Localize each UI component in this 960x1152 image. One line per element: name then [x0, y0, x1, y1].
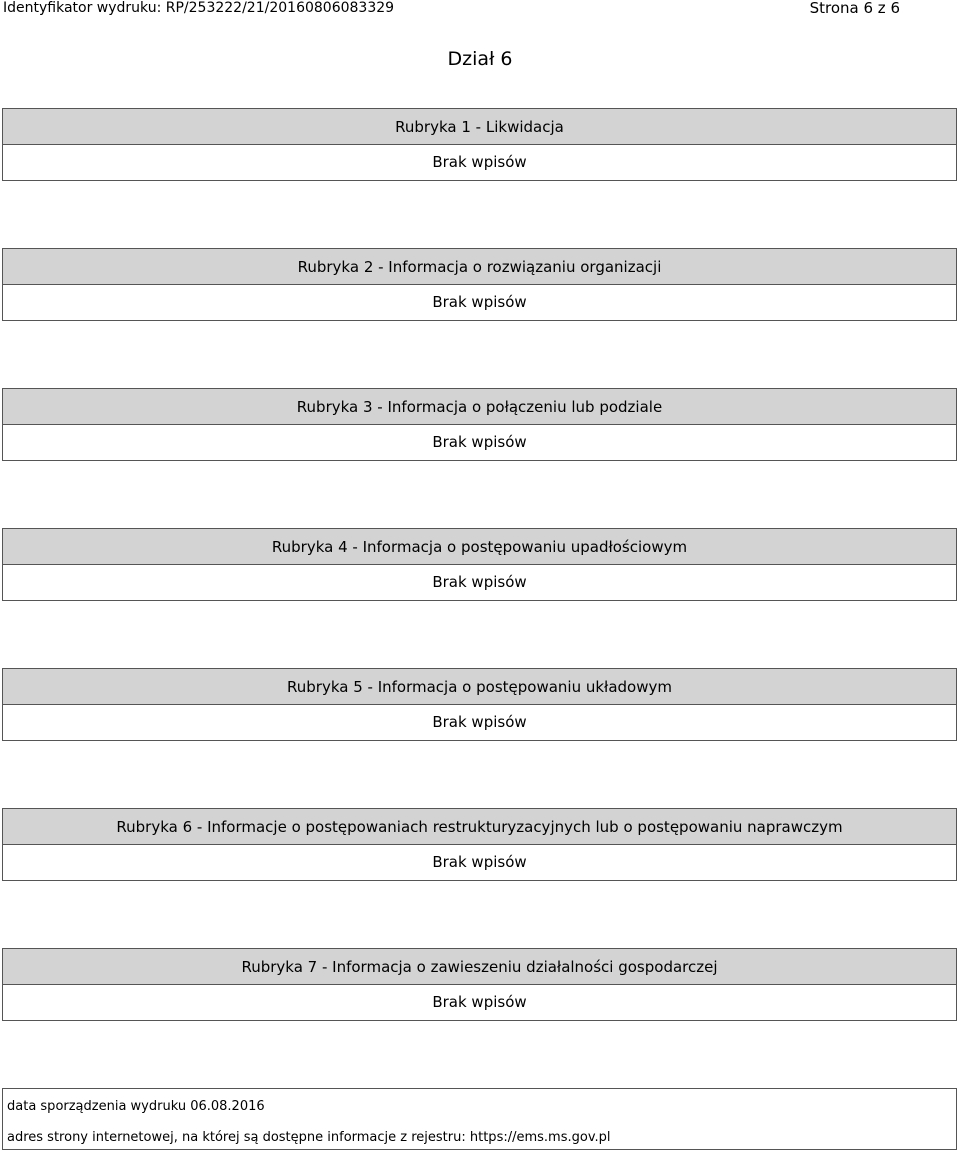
rubryka-content: Brak wpisów	[2, 284, 957, 321]
rubryka-4	[2, 528, 957, 600]
rubryka-header: Rubryka 7 - Informacja o zawieszeniu działalności gospodarczej	[2, 948, 957, 985]
rubryka-3	[2, 388, 957, 460]
rubryka-5	[2, 668, 957, 740]
rubryka-header: Rubryka 1 - Likwidacja	[2, 108, 957, 145]
section-title: Dział 6	[447, 48, 513, 70]
rubryka-header: Rubryka 5 - Informacja o postępowaniu układowym	[2, 668, 957, 705]
rubryka-header: Rubryka 4 - Informacja o postępowaniu upadłościowym	[2, 528, 957, 565]
rubryka-2	[2, 248, 957, 320]
registry-website: adres strony internetowej, na której są dostępne informacje z rejestru: https://ems.ms.gov.pl	[7, 1130, 611, 1145]
rubryka-content: Brak wpisów	[2, 144, 957, 181]
print-identifier: Identyfikator wydruku: RP/253222/21/20160806083329	[3, 0, 395, 16]
rubryka-content: Brak wpisów	[2, 844, 957, 881]
print-footer	[2, 1088, 957, 1150]
rubryka-header: Rubryka 6 - Informacje o postępowaniach restrukturyzacyjnych lub o postępowaniu naprawczym	[2, 808, 957, 845]
rubryka-header: Rubryka 3 - Informacja o połączeniu lub podziale	[2, 388, 957, 425]
rubryka-1	[2, 108, 957, 180]
rubryka-content: Brak wpisów	[2, 984, 957, 1021]
rubryka-content: Brak wpisów	[2, 704, 957, 741]
rubryka-header: Rubryka 2 - Informacja o rozwiązaniu organizacji	[2, 248, 957, 285]
page-number: Strona 6 z 6	[809, 0, 900, 17]
rubryka-7	[2, 948, 957, 1020]
rubryka-content: Brak wpisów	[2, 424, 957, 461]
rubryka-6	[2, 808, 957, 880]
rubryka-content: Brak wpisów	[2, 564, 957, 601]
print-date: data sporządzenia wydruku 06.08.2016	[7, 1099, 265, 1114]
